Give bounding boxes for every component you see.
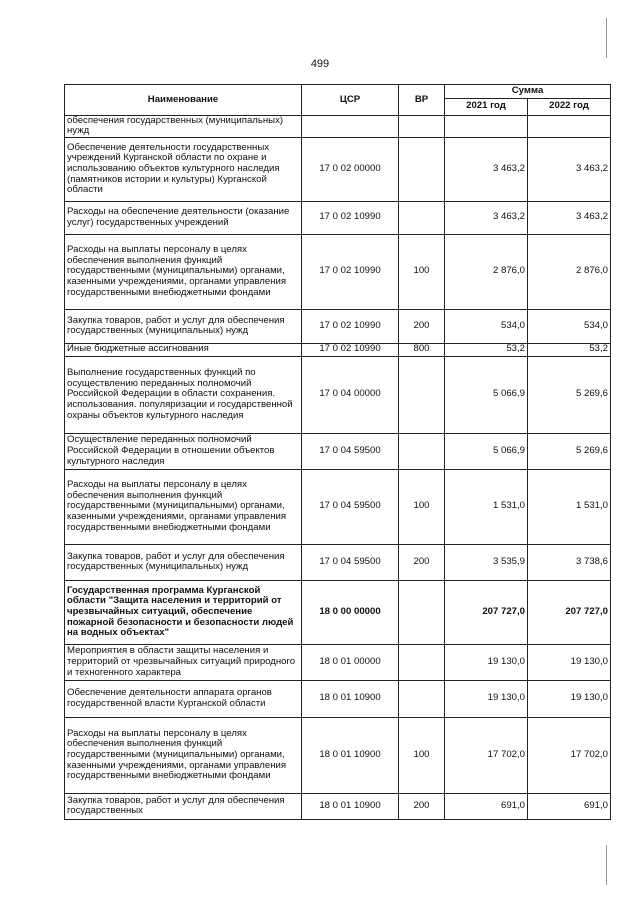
row-csr: 18 0 01 10900 — [302, 793, 399, 819]
row-csr: 17 0 02 10990 — [302, 343, 399, 356]
row-2022: 19 130,0 — [528, 644, 611, 680]
row-name: Расходы на выплаты персоналу в целях обеспечения выполнения функций государственными (муниципальными) органами, казенными учреждениями, органами управления государственными внебюджетными фондами — [65, 234, 302, 309]
table-row — [65, 356, 611, 433]
row-2021: 3 463,2 — [445, 201, 528, 234]
row-2021: 5 066,9 — [445, 433, 528, 469]
row-csr: 17 0 04 59500 — [302, 544, 399, 580]
row-name: Мероприятия в области защиты населения и территорий от чрезвычайных ситуаций природного и техногенного характера — [65, 644, 302, 680]
row-name: Обеспечение деятельности государственных учреждений Курганской области по охране и использованию объектов культурного наследия (памятников истории и культуры) Курганской области — [65, 137, 302, 201]
row-vr: 200 — [399, 793, 445, 819]
row-name: Осуществление переданных полномочий Российской Федерации в отношении объектов культурного наследия — [65, 433, 302, 469]
header-sum: Сумма — [445, 85, 611, 99]
row-csr: 18 0 01 00000 — [302, 644, 399, 680]
row-name: Расходы на выплаты персоналу в целях обеспечения выполнения функций государственными (муниципальными) органами, казенными учреждениями, органами управления государственными внебюджетными фондами — [65, 717, 302, 793]
row-vr — [399, 433, 445, 469]
row-vr: 100 — [399, 717, 445, 793]
row-csr: 17 0 02 10990 — [302, 309, 399, 343]
row-name: Расходы на выплаты персоналу в целях обеспечения выполнения функций государственными (муниципальными) органами, казенными учреждениями, органами управления государственными внебюджетными фондами — [65, 469, 302, 544]
row-name: Закупка товаров, работ и услуг для обеспечения государственных (муниципальных) нужд — [65, 309, 302, 343]
row-2022: 3 463,2 — [528, 137, 611, 201]
table-row — [65, 793, 611, 819]
row-csr — [302, 115, 399, 137]
row-2022: 17 702,0 — [528, 717, 611, 793]
row-2022: 2 876,0 — [528, 234, 611, 309]
row-name: Выполнение государственных функций по осуществлению переданных полномочий Российской Федерации в области сохранения. использования. популяризации и государственной охраны объектов культурного наследия — [65, 356, 302, 433]
table-row — [65, 717, 611, 793]
row-2022 — [528, 115, 611, 137]
row-2022: 3 738,6 — [528, 544, 611, 580]
table-row — [65, 433, 611, 469]
row-2021: 53,2 — [445, 343, 528, 356]
table-row — [65, 544, 611, 580]
row-2022: 53,2 — [528, 343, 611, 356]
row-vr — [399, 580, 445, 644]
row-2021: 3 463,2 — [445, 137, 528, 201]
header-name: Наименование — [65, 85, 302, 116]
row-vr — [399, 644, 445, 680]
row-vr: 100 — [399, 469, 445, 544]
table-row — [65, 343, 611, 356]
row-vr — [399, 115, 445, 137]
row-vr — [399, 356, 445, 433]
row-vr: 800 — [399, 343, 445, 356]
row-csr: 17 0 02 00000 — [302, 137, 399, 201]
row-vr — [399, 680, 445, 717]
row-vr: 100 — [399, 234, 445, 309]
table-row — [65, 234, 611, 309]
row-2022: 1 531,0 — [528, 469, 611, 544]
row-2021: 19 130,0 — [445, 644, 528, 680]
row-name: Иные бюджетные ассигнования — [65, 343, 302, 356]
row-2022: 5 269,6 — [528, 356, 611, 433]
table-row — [65, 469, 611, 544]
row-csr: 18 0 00 00000 — [302, 580, 399, 644]
row-2022: 691,0 — [528, 793, 611, 819]
budget-table — [64, 84, 611, 820]
row-csr: 17 0 02 10990 — [302, 201, 399, 234]
row-vr: 200 — [399, 309, 445, 343]
row-2021: 17 702,0 — [445, 717, 528, 793]
row-2021: 691,0 — [445, 793, 528, 819]
table-row — [65, 201, 611, 234]
row-vr — [399, 201, 445, 234]
row-2021 — [445, 115, 528, 137]
row-2021: 19 130,0 — [445, 680, 528, 717]
scan-margin-mark — [606, 18, 607, 58]
table-row — [65, 309, 611, 343]
row-2022: 19 130,0 — [528, 680, 611, 717]
row-csr: 18 0 01 10900 — [302, 717, 399, 793]
scan-margin-mark — [606, 845, 607, 885]
header-year-2022: 2022 год — [528, 98, 611, 115]
row-2022: 534,0 — [528, 309, 611, 343]
table-row — [65, 580, 611, 644]
row-vr — [399, 137, 445, 201]
row-csr: 17 0 04 00000 — [302, 356, 399, 433]
table-row — [65, 115, 611, 137]
row-2021: 1 531,0 — [445, 469, 528, 544]
row-2021: 5 066,9 — [445, 356, 528, 433]
row-name: обеспечения государственных (муниципальных) нужд — [65, 115, 302, 137]
row-csr: 17 0 02 10990 — [302, 234, 399, 309]
row-2022: 3 463,2 — [528, 201, 611, 234]
table-row — [65, 137, 611, 201]
row-2022: 207 727,0 — [528, 580, 611, 644]
row-csr: 17 0 04 59500 — [302, 433, 399, 469]
page-number: 499 — [310, 58, 330, 70]
row-csr: 17 0 04 59500 — [302, 469, 399, 544]
row-name: Закупка товаров, работ и услуг для обеспечения государственных — [65, 793, 302, 819]
table-row — [65, 680, 611, 717]
table-row — [65, 644, 611, 680]
header-year-2021: 2021 год — [445, 98, 528, 115]
row-vr: 200 — [399, 544, 445, 580]
row-name: Расходы на обеспечение деятельности (оказание услуг) государственных учреждений — [65, 201, 302, 234]
row-name: Государственная программа Курганской области "Защита населения и территорий от чрезвычайных ситуаций, обеспечение пожарной безопасности и безопасности людей на водных объектах" — [65, 580, 302, 644]
row-2021: 534,0 — [445, 309, 528, 343]
row-2021: 3 535,9 — [445, 544, 528, 580]
row-2021: 2 876,0 — [445, 234, 528, 309]
row-name: Закупка товаров, работ и услуг для обеспечения государственных (муниципальных) нужд — [65, 544, 302, 580]
row-2021: 207 727,0 — [445, 580, 528, 644]
header-csr: ЦСР — [302, 85, 399, 116]
row-csr: 18 0 01 10900 — [302, 680, 399, 717]
row-2022: 5 269,6 — [528, 433, 611, 469]
row-name: Обеспечение деятельности аппарата органов государственной власти Курганской области — [65, 680, 302, 717]
header-vr: ВР — [399, 85, 445, 116]
